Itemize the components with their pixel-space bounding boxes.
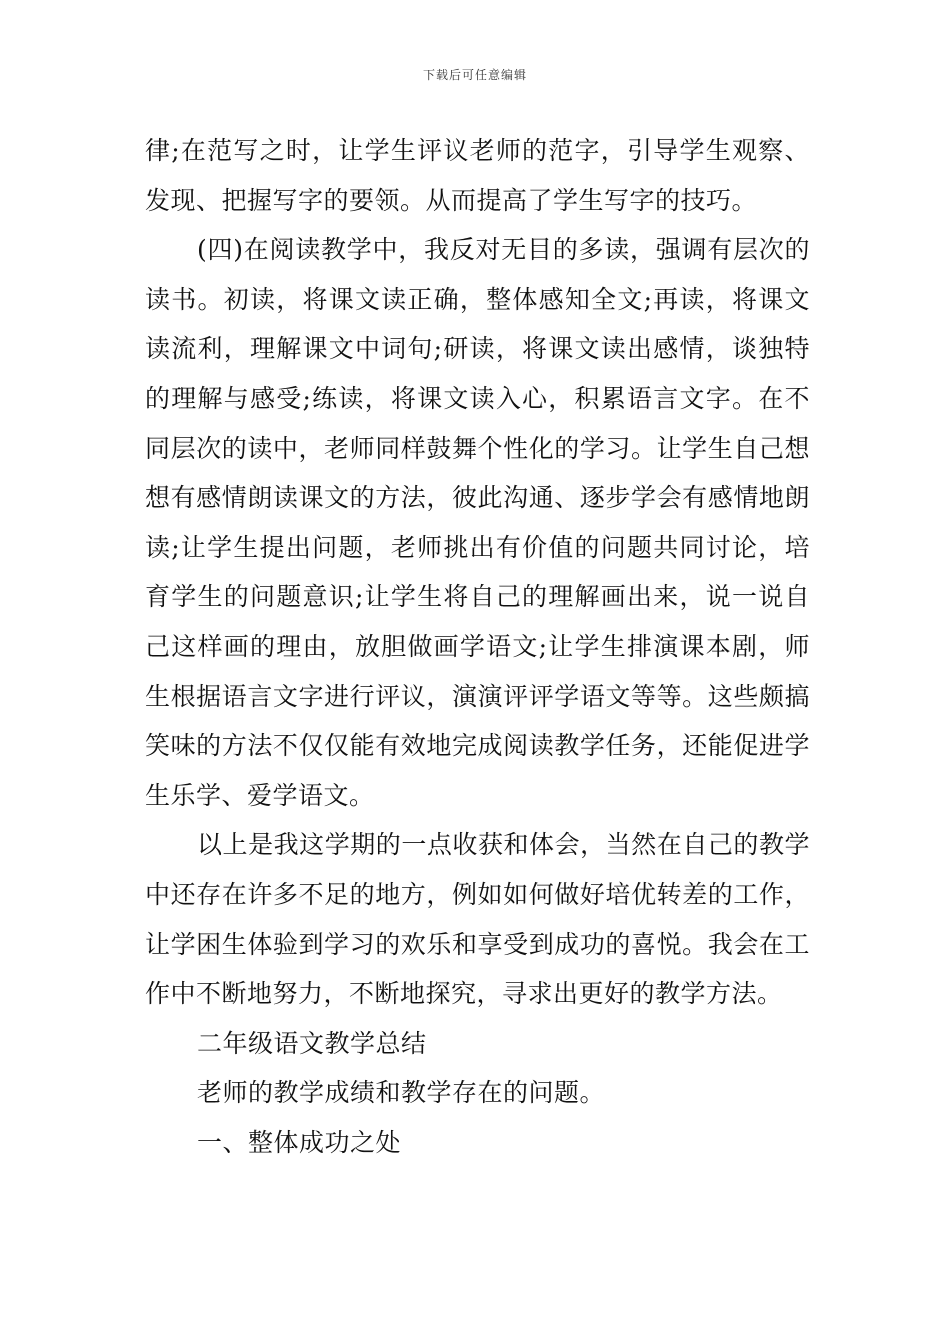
section-title: 二年级语文教学总结 [197,1028,427,1058]
document-body [145,126,810,1167]
page-header-note: 下载后可任意编辑 [422,68,527,82]
paragraph-1: 律;在范写之时，让学生评议老师的范字，引导学生观察、发现、把握写字的要领。从而提高了学生写字的技巧。 [145,136,810,215]
paragraph-3: 以上是我这学期的一点收获和体会，当然在自己的教学中还存在许多不足的地方，例如如何做好培优转差的工作，让学困生体验到学习的欢乐和享受到成功的喜悦。我会在工作中不断地努力，不断地探究，寻求出更好的教学方法。 [145,830,810,1009]
subsection-heading: 一、整体成功之处 [197,1127,402,1157]
paragraph-2: (四)在阅读教学中，我反对无目的多读，强调有层次的读书。初读，将课文读正确，整体感知全文;再读，将课文读流利，理解课文中词句;研读，将课文读出感情，谈独特的理解与感受;练读，将课文读入心，积累语言文字。在不同层次的读中，老师同样鼓舞个性化的学习。让学生自己想想有感情朗读课文的方法，彼此沟通、逐步学会有感情地朗读;让学生提出问题，老师挑出有价值的问题共同讨论，培育学生的问题意识;让学生将自己的理解画出来，说一说自己这样画的理由，放胆做画学语文;让学生排演课本剧，师生根据语言文字进行评议，演演评评学语文等等。这些颇搞笑味的方法不仅仅能有效地完成阅读教学任务，还能促进学生乐学、爱学语文。 [145,235,810,810]
paragraph-4: 老师的教学成绩和教学存在的问题。 [197,1078,606,1108]
